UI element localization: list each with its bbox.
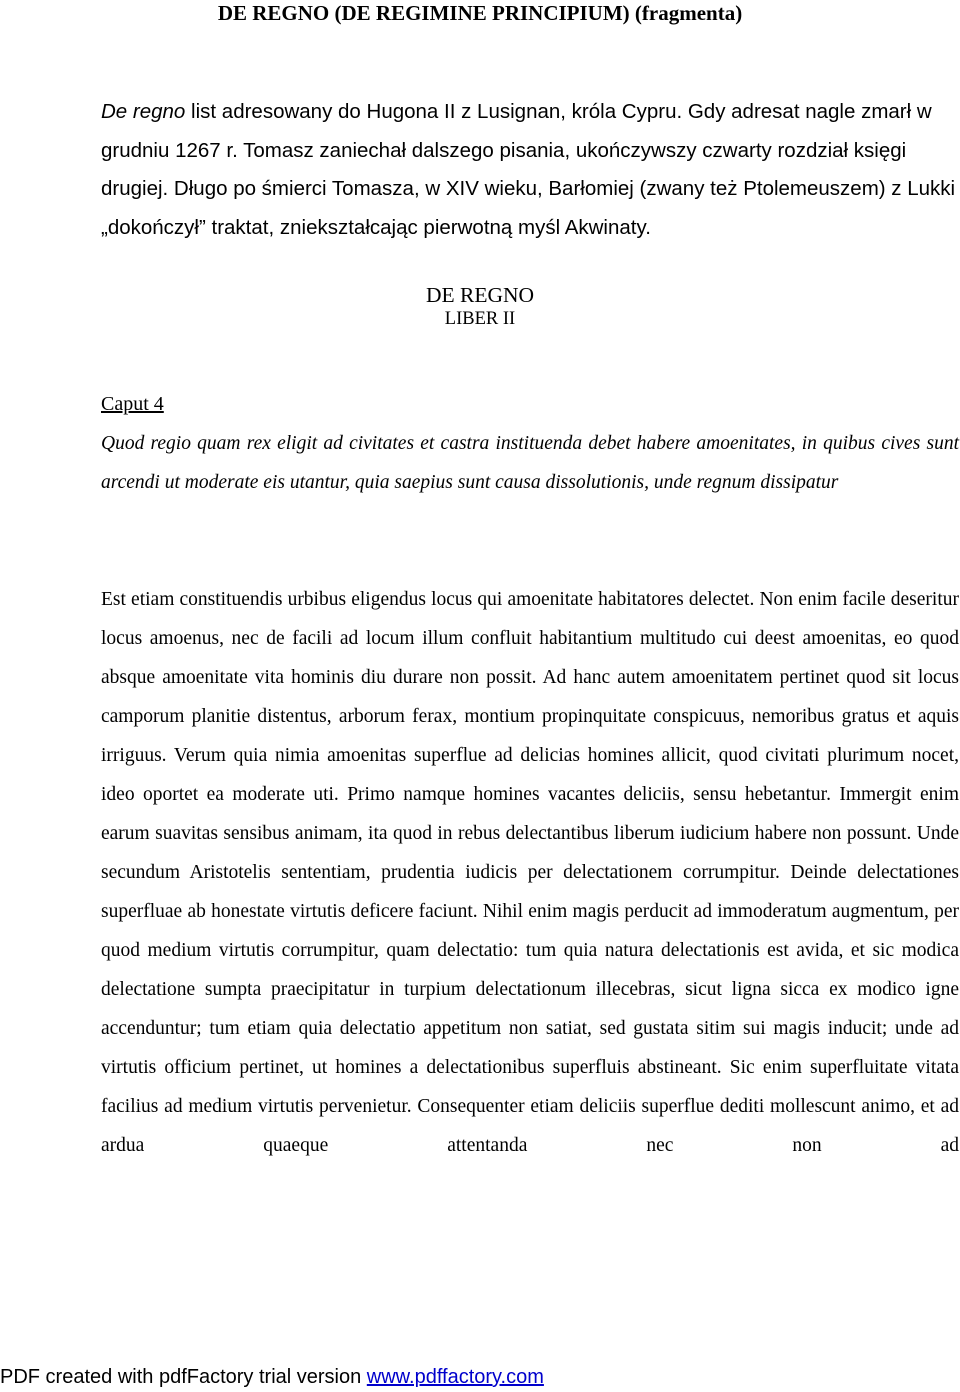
book-subtitle: LIBER II — [444, 309, 516, 329]
chapter-heading: Quod regio quam rex eligit ad civitates et castra instituenda debet habere amoenitates, in quibus cives sunt arcendi ut moderate eis utantur, quia saepius sunt causa dissolutionis, unde regnum dissipatur — [101, 433, 959, 493]
document-title: DE REGNO (DE REGIMINE PRINCIPIUM) (fragmenta) — [217, 1, 743, 25]
intro-paragraph — [101, 93, 959, 247]
footer-prefix: PDF created with pdfFactory trial version — [0, 1366, 367, 1388]
footer-link[interactable]: www.pdffactory.com — [366, 1366, 544, 1388]
chapter-label: Caput 4 — [101, 393, 164, 415]
intro-text: list adresowany do Hugona II z Lusignan, króla Cypru. Gdy adresat nagle zmarł w grudniu 1267 r. Tomasz zaniechał dalszego pisania, ukończywszy czwarty rozdział księgi drugiej. Długo po śmierci Tomasza, w XIV wieku, Barłomiej (zwany też Ptolemeuszem) z Lukki „dokończył” traktat, zniekształcając pierwotną myśl Akwinaty. — [101, 100, 956, 239]
intro-lead-italic: De regno — [101, 100, 186, 123]
chapter-body: Est etiam constituendis urbibus eligendus locus qui amoenitate habitatores delectet. Non enim facile deseritur locus amoenus, nec de facili ad locum illum confluit habitantium multitudo cui deest amoenitas, eo quod absque amoenitate vita hominis diu durare non possit. Ad hanc autem amoenitatem pertinet quod sit locus camporum planitie distentus, arborum ferax, montium propinquitate conspicuus, nemoribus gratus et aquis irriguus. Verum quia nimia amoenitas superflue ad delicias homines allicit, quod civitati plurimum nocet, ideo oportet ea moderate uti. Primo namque homines vacantes deliciis, sensu hebetantur. Immergit enim earum suavitas sensibus animam, ita quod in rebus delectantibus liberum iudicium habere non possunt. Unde secundum Aristotelis sententiam, prudentia iudicis per delectationem corrumpitur. Deinde delectationes superfluae ab honestate virtutis deficere faciunt. Nihil enim magis perducit ad immoderatum augmentum, per quod medium virtutis corrumpitur, quam delectatio: tum quia natura delectationis est avida, et sic modica delectatione sumpta praecipitatur in turpium delectationum illecebras, sicut ligna sicca ex modico igne accenduntur; tum etiam quia delectatio appetitum non satiat, sed gustata sitim sui magis inducit; unde ad virtutis officium pertinet, ut homines a delectationibus superfluis abstineant. Sic enim superfluitate vitata facilius ad medium virtutis pervenietur. Consequenter etiam deliciis superflue dediti mollescunt animo, et ad ardua quaeque attentanda nec non ad — [101, 589, 959, 1156]
pdf-footer — [0, 1362, 960, 1392]
book-title: DE REGNO — [425, 283, 535, 307]
